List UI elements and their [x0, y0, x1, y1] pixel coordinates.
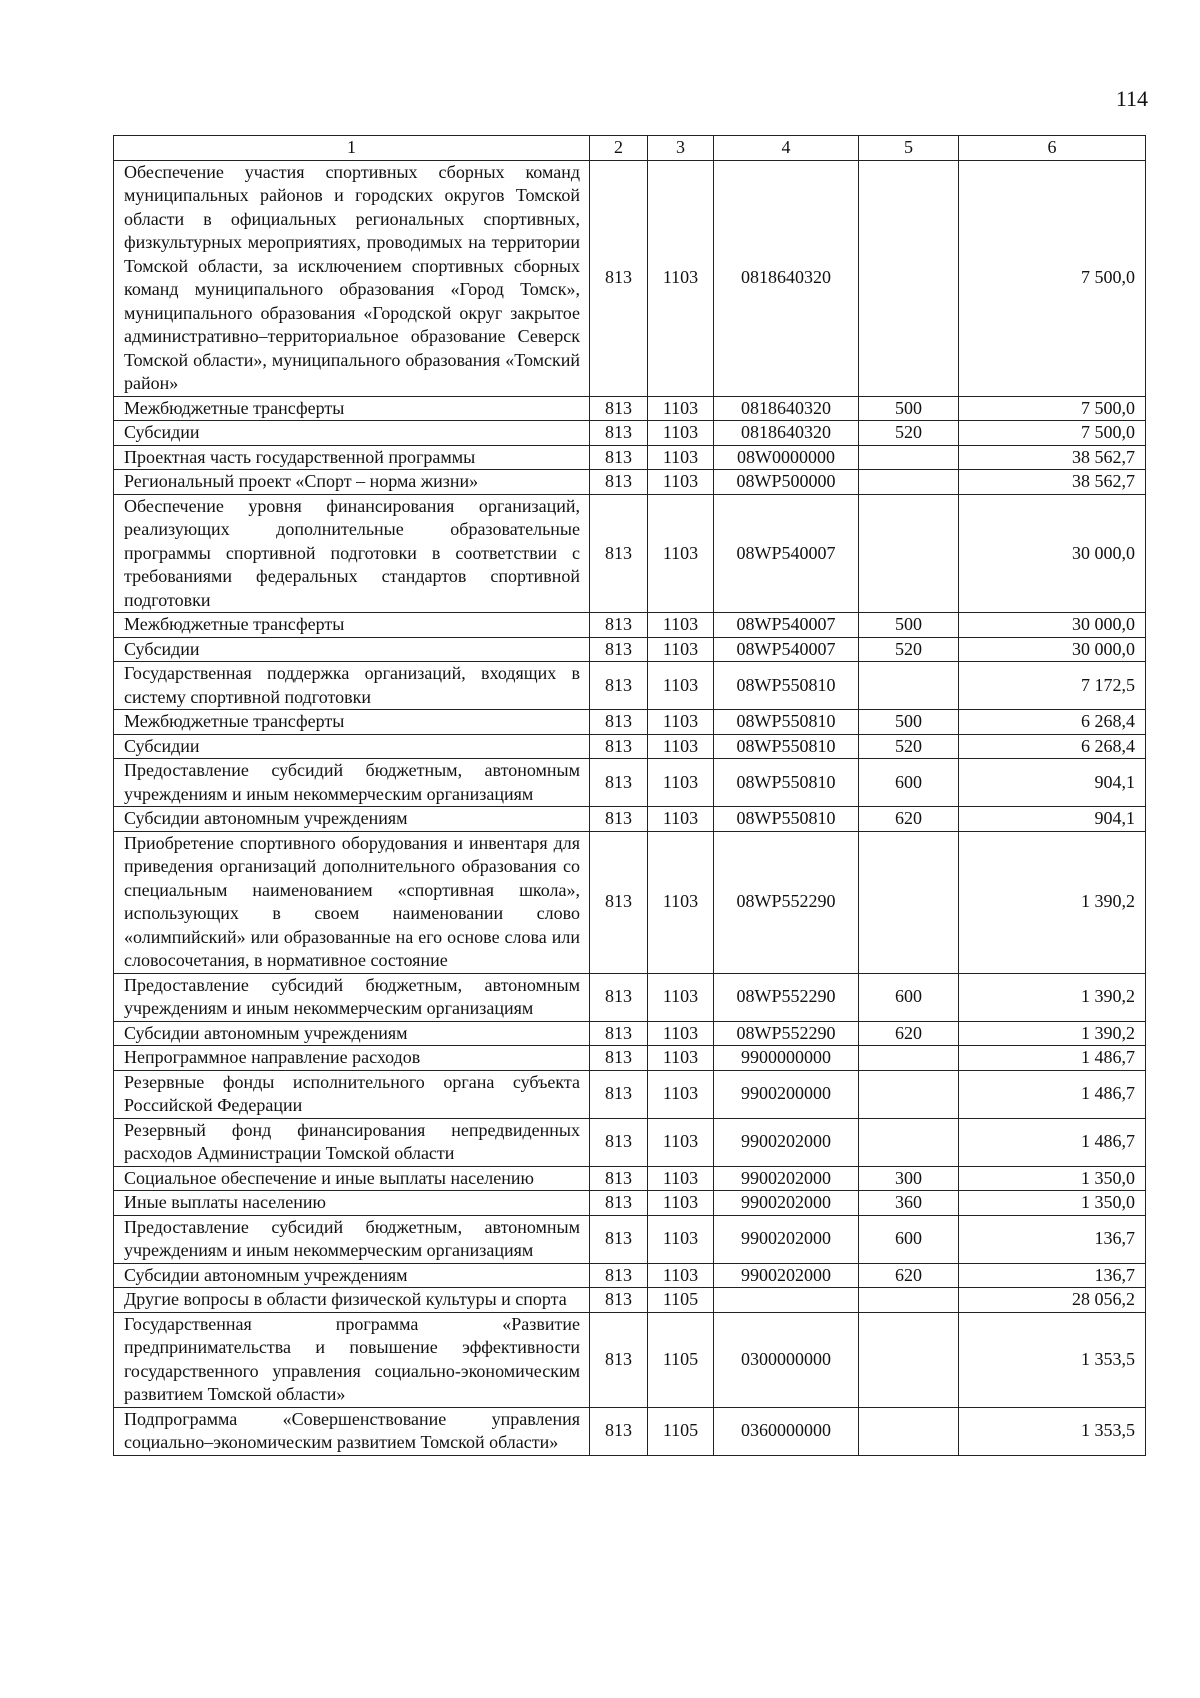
table-row — [114, 1312, 1146, 1407]
row-description: Предоставление субсидий бюджетным, автономным учреждениям и иным некоммерческим организациям — [114, 759, 590, 807]
row-section: 1103 — [648, 1021, 714, 1046]
row-amount: 1 390,2 — [959, 831, 1146, 973]
row-description: Предоставление субсидий бюджетным, автономным учреждениям и иным некоммерческим организациям — [114, 1215, 590, 1263]
row-amount: 7 500,0 — [959, 421, 1146, 446]
row-amount: 1 350,0 — [959, 1166, 1146, 1191]
row-expense-type: 500 — [859, 396, 959, 421]
table-row — [114, 831, 1146, 973]
row-description: Другие вопросы в области физической культуры и спорта — [114, 1288, 590, 1313]
row-target-article: 0818640320 — [714, 160, 859, 396]
row-amount: 1 350,0 — [959, 1191, 1146, 1216]
row-ministry: 813 — [590, 734, 648, 759]
row-section: 1103 — [648, 1070, 714, 1118]
row-ministry: 813 — [590, 1407, 648, 1455]
row-section: 1105 — [648, 1312, 714, 1407]
row-section: 1103 — [648, 831, 714, 973]
row-expense-type — [859, 831, 959, 973]
table-row — [114, 470, 1146, 495]
row-expense-type: 500 — [859, 710, 959, 735]
row-section: 1103 — [648, 710, 714, 735]
row-amount: 6 268,4 — [959, 734, 1146, 759]
row-amount: 28 056,2 — [959, 1288, 1146, 1313]
row-description: Резервные фонды исполнительного органа субъекта Российской Федерации — [114, 1070, 590, 1118]
row-description: Субсидии — [114, 637, 590, 662]
row-description: Субсидии — [114, 421, 590, 446]
row-section: 1103 — [648, 396, 714, 421]
row-ministry: 813 — [590, 445, 648, 470]
table-row — [114, 1191, 1146, 1216]
row-amount: 1 353,5 — [959, 1407, 1146, 1455]
row-description: Государственная программа «Развитие предпринимательства и повышение эффективности государственного управления социально-экономическим развитием Томской области» — [114, 1312, 590, 1407]
row-amount: 1 353,5 — [959, 1312, 1146, 1407]
row-amount: 904,1 — [959, 807, 1146, 832]
header-col-2: 2 — [590, 136, 648, 161]
row-description: Подпрограмма «Совершенствование управления социально–экономическим развитием Томской области» — [114, 1407, 590, 1455]
row-expense-type: 600 — [859, 759, 959, 807]
row-expense-type: 520 — [859, 734, 959, 759]
table-row — [114, 710, 1146, 735]
row-amount: 7 172,5 — [959, 662, 1146, 710]
table-row — [114, 1021, 1146, 1046]
table-body — [114, 160, 1146, 1455]
table-row — [114, 396, 1146, 421]
row-ministry: 813 — [590, 421, 648, 446]
header-col-5: 5 — [859, 136, 959, 161]
row-section: 1103 — [648, 421, 714, 446]
row-section: 1103 — [648, 445, 714, 470]
row-description: Проектная часть государственной программы — [114, 445, 590, 470]
row-target-article: 08WP552290 — [714, 1021, 859, 1046]
row-expense-type: 620 — [859, 807, 959, 832]
table-row — [114, 613, 1146, 638]
row-ministry: 813 — [590, 1118, 648, 1166]
header-row — [114, 136, 1146, 161]
table-row — [114, 1070, 1146, 1118]
row-target-article: 08WP500000 — [714, 470, 859, 495]
row-expense-type — [859, 470, 959, 495]
row-section: 1103 — [648, 637, 714, 662]
row-description: Государственная поддержка организаций, входящих в систему спортивной подготовки — [114, 662, 590, 710]
row-expense-type — [859, 662, 959, 710]
row-expense-type: 620 — [859, 1021, 959, 1046]
row-section: 1105 — [648, 1407, 714, 1455]
table-row — [114, 637, 1146, 662]
row-target-article: 08WP550810 — [714, 662, 859, 710]
budget-table — [113, 135, 1146, 1456]
row-description: Субсидии автономным учреждениям — [114, 1263, 590, 1288]
row-amount: 1 390,2 — [959, 973, 1146, 1021]
row-target-article: 0818640320 — [714, 421, 859, 446]
row-expense-type — [859, 1046, 959, 1071]
header-col-3: 3 — [648, 136, 714, 161]
row-ministry: 813 — [590, 1215, 648, 1263]
table-row — [114, 973, 1146, 1021]
row-section: 1103 — [648, 1046, 714, 1071]
table-row — [114, 160, 1146, 396]
row-target-article: 08WP552290 — [714, 973, 859, 1021]
table-row — [114, 807, 1146, 832]
row-description: Приобретение спортивного оборудования и инвентаря для приведения организаций дополнительного образования со специальным наименованием «спортивная школа», использующих в своем наименовании слово «олимпийский» или образованные на его основе слова или словосочетания, в нормативное состояние — [114, 831, 590, 973]
row-section: 1103 — [648, 470, 714, 495]
row-ministry: 813 — [590, 1288, 648, 1313]
row-amount: 38 562,7 — [959, 445, 1146, 470]
row-section: 1103 — [648, 662, 714, 710]
row-amount: 30 000,0 — [959, 613, 1146, 638]
row-ministry: 813 — [590, 160, 648, 396]
table-header — [114, 136, 1146, 161]
header-col-1: 1 — [114, 136, 590, 161]
row-expense-type: 360 — [859, 1191, 959, 1216]
row-target-article: 0300000000 — [714, 1312, 859, 1407]
row-ministry: 813 — [590, 637, 648, 662]
row-description: Непрограммное направление расходов — [114, 1046, 590, 1071]
row-expense-type: 600 — [859, 973, 959, 1021]
row-ministry: 813 — [590, 662, 648, 710]
row-target-article: 9900202000 — [714, 1118, 859, 1166]
header-col-6: 6 — [959, 136, 1146, 161]
row-amount: 30 000,0 — [959, 637, 1146, 662]
row-expense-type — [859, 160, 959, 396]
row-ministry: 813 — [590, 710, 648, 735]
row-ministry: 813 — [590, 494, 648, 613]
row-target-article: 0818640320 — [714, 396, 859, 421]
row-ministry: 813 — [590, 831, 648, 973]
row-description: Субсидии автономным учреждениям — [114, 807, 590, 832]
page-number: 114 — [1115, 86, 1148, 111]
row-target-article: 08WP550810 — [714, 734, 859, 759]
row-target-article: 08WP552290 — [714, 831, 859, 973]
row-ministry: 813 — [590, 1263, 648, 1288]
row-target-article: 9900202000 — [714, 1215, 859, 1263]
row-description: Межбюджетные трансферты — [114, 396, 590, 421]
row-description: Иные выплаты населению — [114, 1191, 590, 1216]
row-ministry: 813 — [590, 1312, 648, 1407]
table-row — [114, 445, 1146, 470]
row-section: 1103 — [648, 613, 714, 638]
row-ministry: 813 — [590, 973, 648, 1021]
row-description: Социальное обеспечение и иные выплаты населению — [114, 1166, 590, 1191]
row-ministry: 813 — [590, 470, 648, 495]
row-target-article — [714, 1288, 859, 1313]
table-row — [114, 734, 1146, 759]
table-row — [114, 1288, 1146, 1313]
row-expense-type: 520 — [859, 637, 959, 662]
row-ministry: 813 — [590, 1166, 648, 1191]
row-ministry: 813 — [590, 396, 648, 421]
row-ministry: 813 — [590, 1070, 648, 1118]
row-expense-type — [859, 494, 959, 613]
row-section: 1103 — [648, 759, 714, 807]
table-row — [114, 494, 1146, 613]
row-section: 1103 — [648, 1191, 714, 1216]
row-target-article: 08WP550810 — [714, 807, 859, 832]
row-section: 1103 — [648, 1215, 714, 1263]
row-amount: 1 486,7 — [959, 1070, 1146, 1118]
row-description: Межбюджетные трансферты — [114, 710, 590, 735]
row-target-article: 0360000000 — [714, 1407, 859, 1455]
row-target-article: 08WP540007 — [714, 637, 859, 662]
row-amount: 1 486,7 — [959, 1046, 1146, 1071]
row-section: 1103 — [648, 494, 714, 613]
row-description: Обеспечение участия спортивных сборных команд муниципальных районов и городских округов Томской области в официальных региональных спортивных, физкультурных мероприятиях, проводимых на территории Томской области, за исключением спортивных сборных команд муниципального образования «Город Томск», муниципального образования «Городской округ закрытое административно–территориальное образование Северск Томской области», муниципального образования «Томский район» — [114, 160, 590, 396]
table-row — [114, 1046, 1146, 1071]
row-section: 1103 — [648, 1118, 714, 1166]
row-expense-type: 620 — [859, 1263, 959, 1288]
row-amount: 136,7 — [959, 1263, 1146, 1288]
row-section: 1103 — [648, 807, 714, 832]
row-ministry: 813 — [590, 1046, 648, 1071]
row-ministry: 813 — [590, 759, 648, 807]
row-target-article: 9900202000 — [714, 1191, 859, 1216]
table-row — [114, 662, 1146, 710]
row-target-article: 08W0000000 — [714, 445, 859, 470]
row-ministry: 813 — [590, 1191, 648, 1216]
table-row — [114, 1407, 1146, 1455]
table-row — [114, 1263, 1146, 1288]
row-amount: 7 500,0 — [959, 160, 1146, 396]
table-row — [114, 421, 1146, 446]
row-amount: 1 390,2 — [959, 1021, 1146, 1046]
table-row — [114, 759, 1146, 807]
row-amount: 7 500,0 — [959, 396, 1146, 421]
row-ministry: 813 — [590, 613, 648, 638]
row-target-article: 08WP540007 — [714, 494, 859, 613]
row-description: Предоставление субсидий бюджетным, автономным учреждениям и иным некоммерческим организациям — [114, 973, 590, 1021]
row-description: Обеспечение уровня финансирования организаций, реализующих дополнительные образовательные программы спортивной подготовки в соответствии с требованиями федеральных стандартов спортивной подготовки — [114, 494, 590, 613]
row-ministry: 813 — [590, 807, 648, 832]
row-target-article: 08WP540007 — [714, 613, 859, 638]
row-ministry: 813 — [590, 1021, 648, 1046]
row-target-article: 08WP550810 — [714, 759, 859, 807]
row-section: 1103 — [648, 160, 714, 396]
header-col-4: 4 — [714, 136, 859, 161]
row-section: 1103 — [648, 973, 714, 1021]
table-row — [114, 1215, 1146, 1263]
table-row — [114, 1166, 1146, 1191]
row-description: Субсидии — [114, 734, 590, 759]
row-expense-type: 600 — [859, 1215, 959, 1263]
row-amount: 38 562,7 — [959, 470, 1146, 495]
row-expense-type: 520 — [859, 421, 959, 446]
row-description: Субсидии автономным учреждениям — [114, 1021, 590, 1046]
row-amount: 904,1 — [959, 759, 1146, 807]
row-expense-type — [859, 1118, 959, 1166]
row-expense-type — [859, 1070, 959, 1118]
row-description: Резервный фонд финансирования непредвиденных расходов Администрации Томской области — [114, 1118, 590, 1166]
row-description: Региональный проект «Спорт – норма жизни» — [114, 470, 590, 495]
row-amount: 1 486,7 — [959, 1118, 1146, 1166]
row-description: Межбюджетные трансферты — [114, 613, 590, 638]
row-section: 1103 — [648, 1263, 714, 1288]
row-section: 1105 — [648, 1288, 714, 1313]
row-expense-type: 500 — [859, 613, 959, 638]
row-target-article: 9900202000 — [714, 1166, 859, 1191]
row-target-article: 9900000000 — [714, 1046, 859, 1071]
row-expense-type: 300 — [859, 1166, 959, 1191]
row-section: 1103 — [648, 734, 714, 759]
row-target-article: 9900200000 — [714, 1070, 859, 1118]
row-amount: 30 000,0 — [959, 494, 1146, 613]
row-expense-type — [859, 1312, 959, 1407]
row-target-article: 9900202000 — [714, 1263, 859, 1288]
row-expense-type — [859, 445, 959, 470]
row-expense-type — [859, 1407, 959, 1455]
row-amount: 6 268,4 — [959, 710, 1146, 735]
row-amount: 136,7 — [959, 1215, 1146, 1263]
row-section: 1103 — [648, 1166, 714, 1191]
row-target-article: 08WP550810 — [714, 710, 859, 735]
table-row — [114, 1118, 1146, 1166]
row-expense-type — [859, 1288, 959, 1313]
